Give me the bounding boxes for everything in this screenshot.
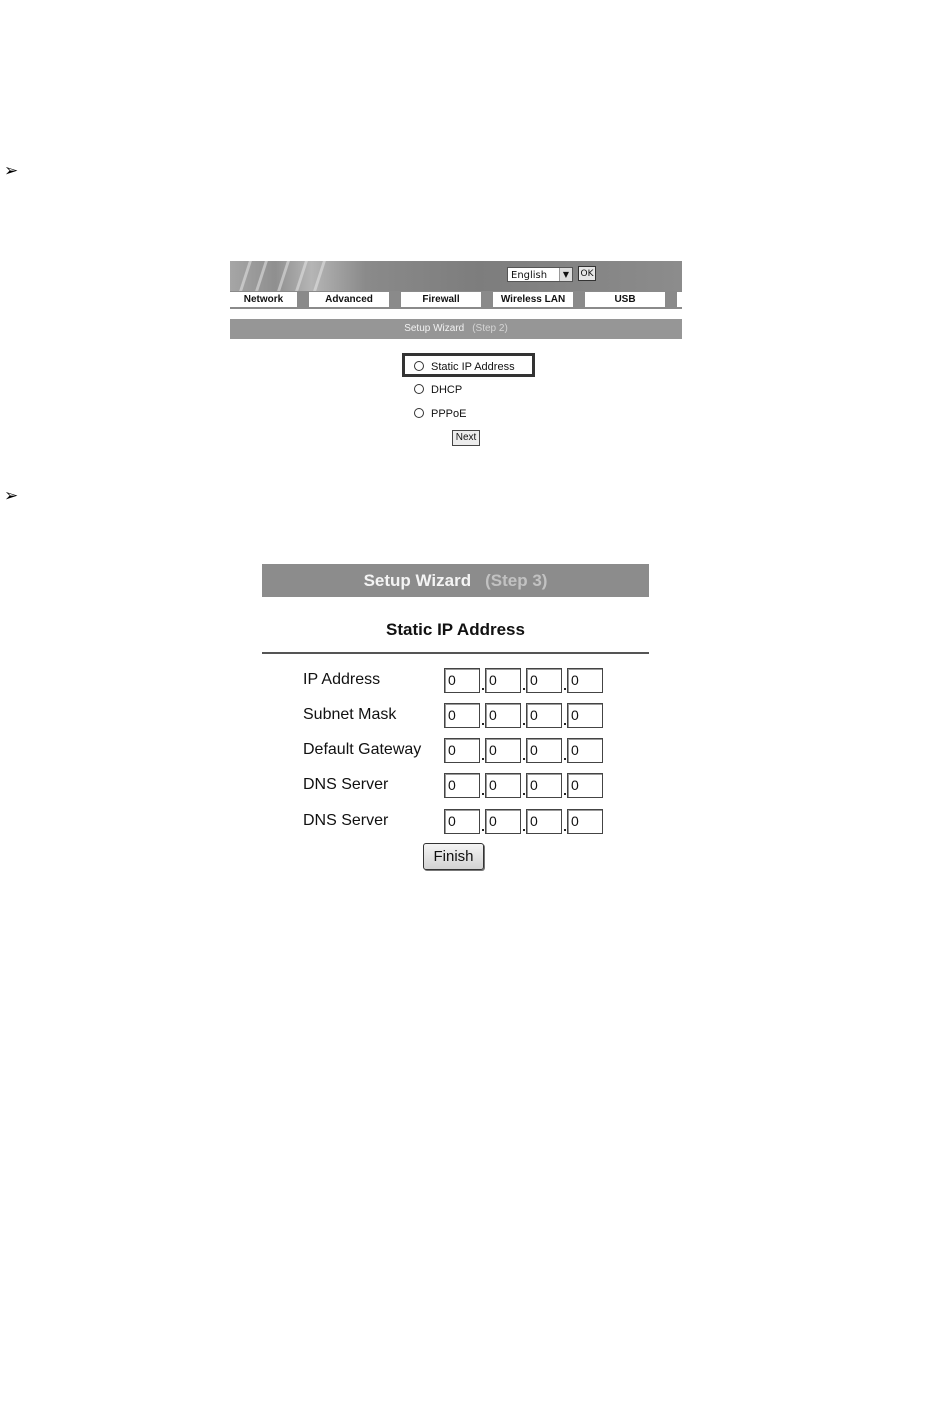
tab-firewall[interactable]: Firewall [401,292,481,307]
octet-separator-dot [482,758,484,760]
default-gateway-octet-1[interactable]: 0 [444,738,480,763]
subnet-mask-octet-2[interactable]: 0 [485,703,521,728]
chevron-down-icon: ▼ [559,268,572,281]
dns-server-1-octet-3[interactable]: 0 [526,773,562,798]
language-select-value: English [511,270,548,281]
octet-separator-dot [482,829,484,831]
wizard-step2-title-bar [230,319,682,339]
ip-address-octet-1[interactable]: 0 [444,668,480,693]
setup-wizard-step3-screenshot [262,564,650,876]
dns-server-1-octet-2[interactable]: 0 [485,773,521,798]
option-static-ip[interactable] [414,359,515,375]
nav-tabs [230,291,682,309]
octet-separator-dot [523,793,525,795]
option-dhcp[interactable] [414,382,462,398]
octet-separator-dot [523,829,525,831]
radio-icon[interactable] [414,408,424,418]
bullet-arrow-2: ➢ [4,486,19,506]
tab-advanced[interactable]: Advanced [309,292,389,307]
option-label: DHCP [431,384,463,396]
setup-wizard-step2-screenshot [230,261,682,451]
subnet-mask-octet-3[interactable]: 0 [526,703,562,728]
language-ok-button[interactable]: OK [578,266,596,281]
octet-separator-dot [564,723,566,725]
dns-server-2-octet-3[interactable]: 0 [526,809,562,834]
default-gateway-octet-3[interactable]: 0 [526,738,562,763]
wizard-step-label: (Step 3) [485,571,548,590]
tab-usb[interactable]: USB [585,292,665,307]
wizard-step-label: (Step 2) [472,323,508,334]
divider [262,652,649,654]
bullet-arrow-1: ➢ [4,161,19,181]
default-gateway-label: Default Gateway [303,741,422,758]
tab-overflow[interactable] [677,292,682,307]
octet-separator-dot [564,758,566,760]
wizard-step3-title-bar [262,564,649,597]
option-label: PPPoE [431,408,467,420]
dns-server-2-label: DNS Server [303,812,389,829]
octet-separator-dot [523,758,525,760]
language-select[interactable] [507,267,573,282]
dns-server-1-label: DNS Server [303,776,389,793]
subnet-mask-octet-4[interactable]: 0 [567,703,603,728]
tab-network[interactable]: Network [230,292,297,307]
section-title: Static IP Address [386,620,525,639]
tab-wireless-lan[interactable]: Wireless LAN [493,292,573,307]
ip-address-label: IP Address [303,671,381,688]
default-gateway-octet-2[interactable]: 0 [485,738,521,763]
ip-address-octet-4[interactable]: 0 [567,668,603,693]
wizard-title: Setup Wizard [404,323,465,334]
dns-server-2-octet-4[interactable]: 0 [567,809,603,834]
subnet-mask-octet-1[interactable]: 0 [444,703,480,728]
octet-separator-dot [564,829,566,831]
octet-separator-dot [564,688,566,690]
option-pppoe[interactable] [414,406,466,422]
dns-server-1-octet-1[interactable]: 0 [444,773,480,798]
wizard-title: Setup Wizard [363,571,472,590]
dns-server-1-octet-4[interactable]: 0 [567,773,603,798]
octet-separator-dot [482,688,484,690]
subnet-mask-label: Subnet Mask [303,706,397,723]
radio-icon[interactable] [414,384,424,394]
next-button[interactable]: Next [452,430,480,446]
octet-separator-dot [482,793,484,795]
ip-address-octet-3[interactable]: 0 [526,668,562,693]
octet-separator-dot [523,688,525,690]
dns-server-2-octet-2[interactable]: 0 [485,809,521,834]
octet-separator-dot [523,723,525,725]
dns-server-2-octet-1[interactable]: 0 [444,809,480,834]
option-label: Static IP Address [431,361,515,373]
header-banner [230,261,682,291]
ip-address-octet-2[interactable]: 0 [485,668,521,693]
radio-icon[interactable] [414,361,424,371]
octet-separator-dot [482,723,484,725]
finish-button[interactable]: Finish [423,843,484,870]
default-gateway-octet-4[interactable]: 0 [567,738,603,763]
octet-separator-dot [564,793,566,795]
